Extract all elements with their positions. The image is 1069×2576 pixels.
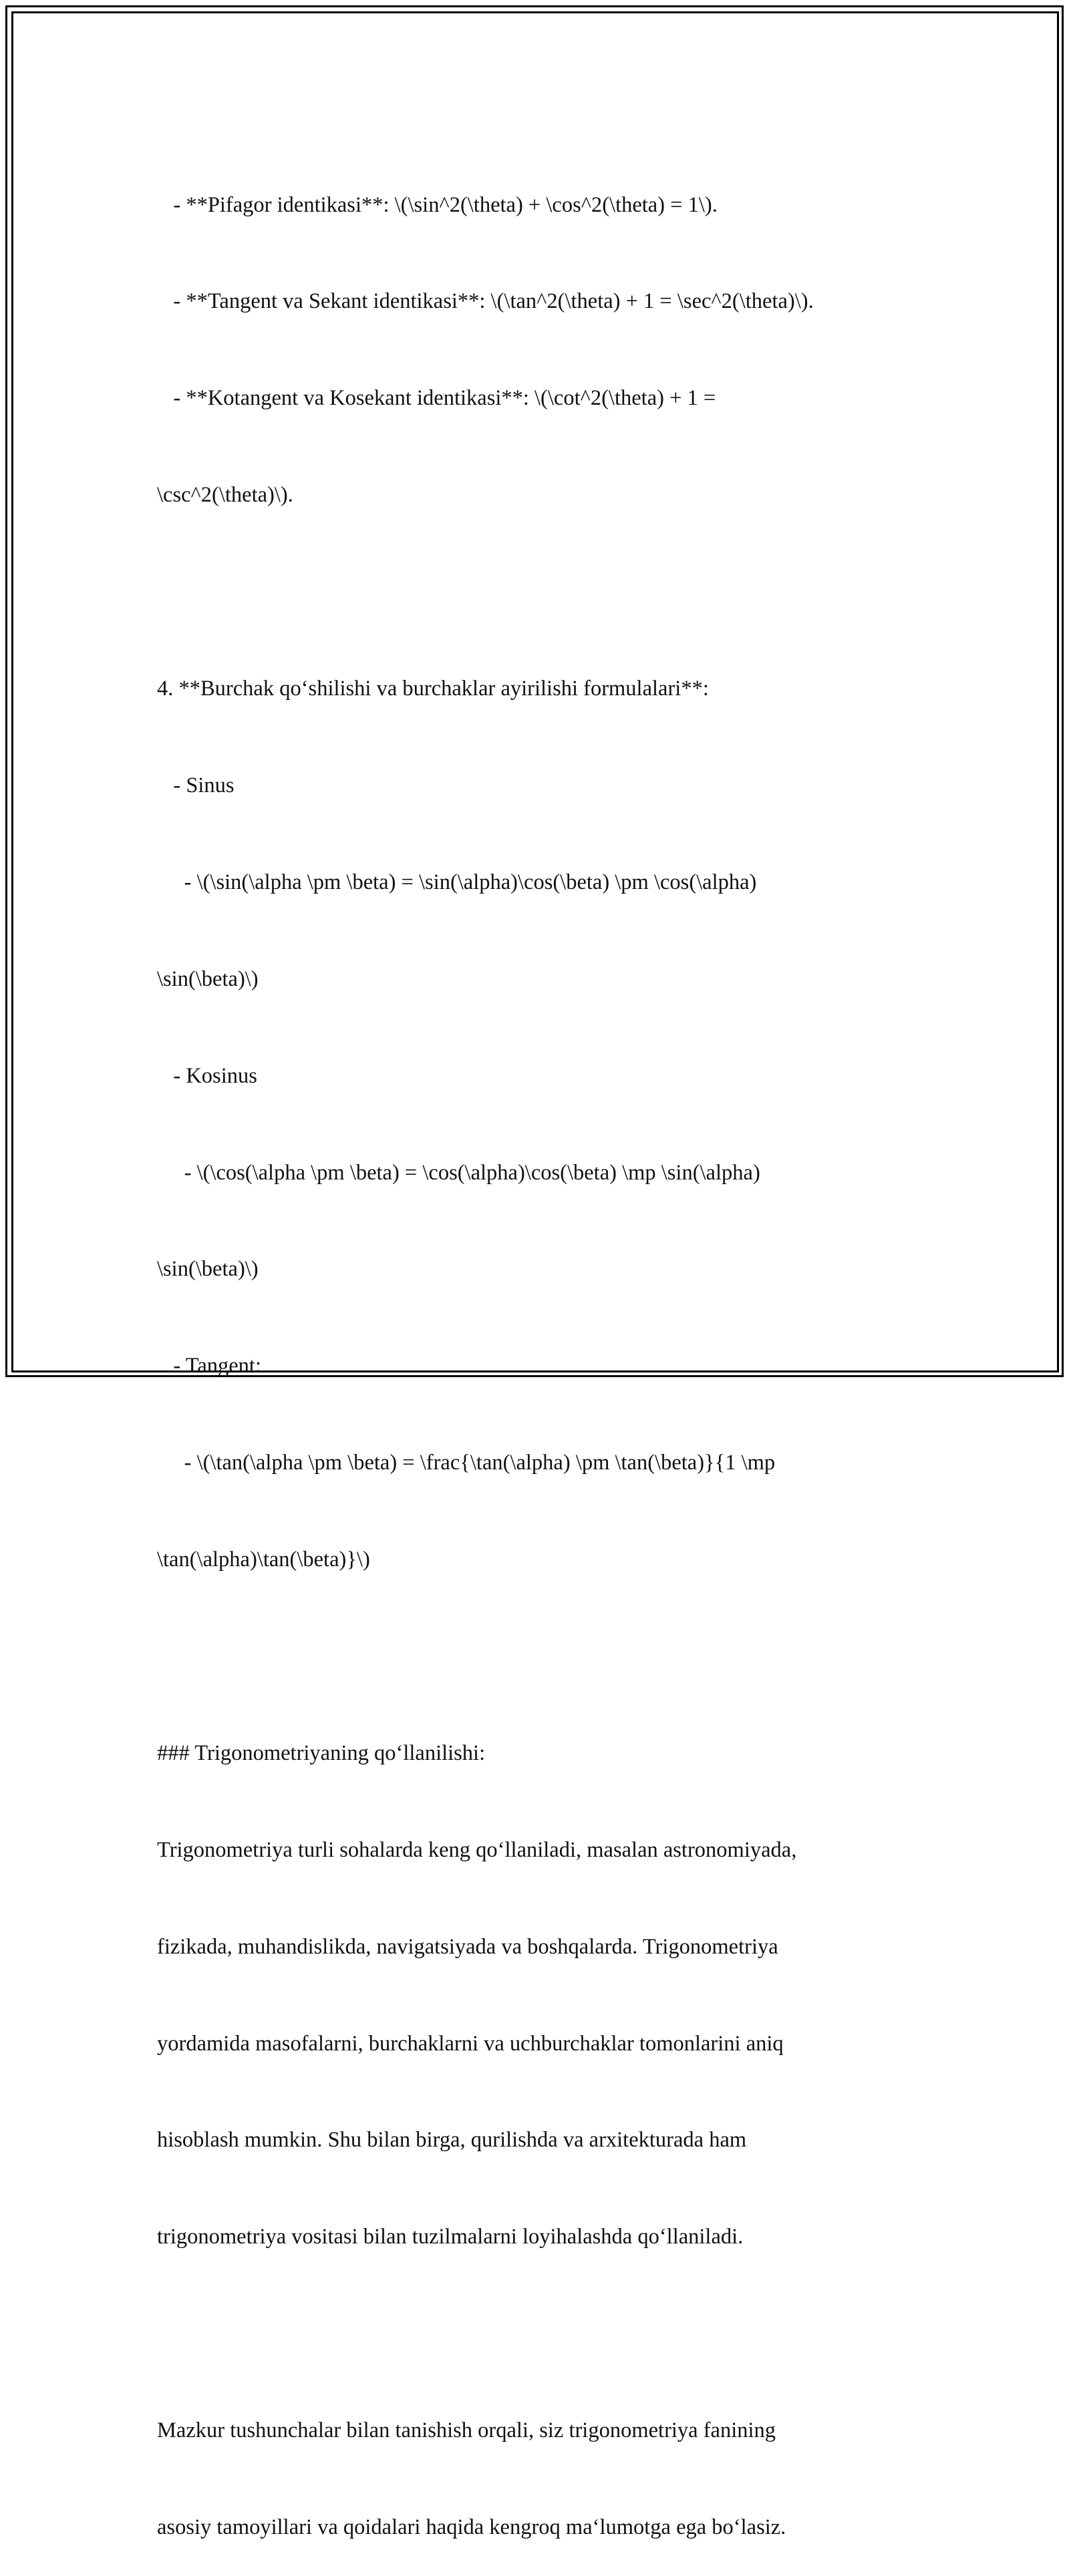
text-line: \sin(\beta)\) xyxy=(157,1257,259,1282)
text-line: - **Tangent va Sekant identikasi**: \(\tan^2(\theta) + 1 = \sec^2(\theta)\). xyxy=(157,289,814,314)
text-line: - Kosinus xyxy=(157,1063,257,1088)
paragraph-line: Trigonometriya turli sohalarda keng qo‘llaniladi, masalan astronomiyada, xyxy=(157,1837,797,1862)
text-line: \sin(\beta)\) xyxy=(157,966,259,991)
blank-line xyxy=(157,2318,925,2350)
blank-line xyxy=(157,576,925,608)
text-line: - \(\tan(\alpha \pm \beta) = \frac{\tan(\alpha) \pm \tan(\beta)}{1 \mp xyxy=(157,1451,776,1475)
paragraph-line: hisoblash mumkin. Shu bilan birga, qurilishda va arxitekturada ham xyxy=(157,2128,747,2153)
blank-line xyxy=(157,1640,925,1672)
text-line: - \(\cos(\alpha \pm \beta) = \cos(\alpha)\cos(\beta) \mp \sin(\alpha) xyxy=(157,1160,760,1185)
document-body xyxy=(157,124,925,2576)
paragraph-line: trigonometriya vositasi bilan tuzilmalarni loyihalashda qo‘llaniladi. xyxy=(157,2225,744,2249)
paragraph-line: Mazkur tushunchalar bilan tanishish orqali, siz trigonometriya fanining xyxy=(157,2418,776,2443)
paragraph-line: yordamida masofalarni, burchaklarni va uchburchaklar tomonlarini aniq xyxy=(157,2031,784,2056)
text-line: \csc^2(\theta)\). xyxy=(157,483,293,508)
text-line: - **Pifagor identikasi**: \(\sin^2(\theta) + \cos^2(\theta) = 1\). xyxy=(157,192,718,217)
paragraph-line: asosiy tamoyillari va qoidalari haqida kengroq ma‘lumotga ega bo‘lasiz. xyxy=(157,2515,786,2539)
section-heading: ### Trigonometriyaning qo‘llanilishi: xyxy=(157,1740,486,1765)
section-heading: 4. **Burchak qo‘shilishi va burchaklar ayirilishi formulalari**: xyxy=(157,677,709,701)
paragraph-line: fizikada, muhandislikda, navigatsiyada va boshqalarda. Trigonometriya xyxy=(157,1934,778,1959)
text-line: - **Kotangent va Kosekant identikasi**: \(\cot^2(\theta) + 1 = xyxy=(157,386,716,411)
text-line: \tan(\alpha)\tan(\beta)}\) xyxy=(157,1547,370,1572)
text-line: - \(\sin(\alpha \pm \beta) = \sin(\alpha)\cos(\beta) \pm \cos(\alpha) xyxy=(157,870,757,894)
text-line: - Sinus xyxy=(157,773,235,797)
text-line: - Tangent: xyxy=(157,1354,261,1378)
